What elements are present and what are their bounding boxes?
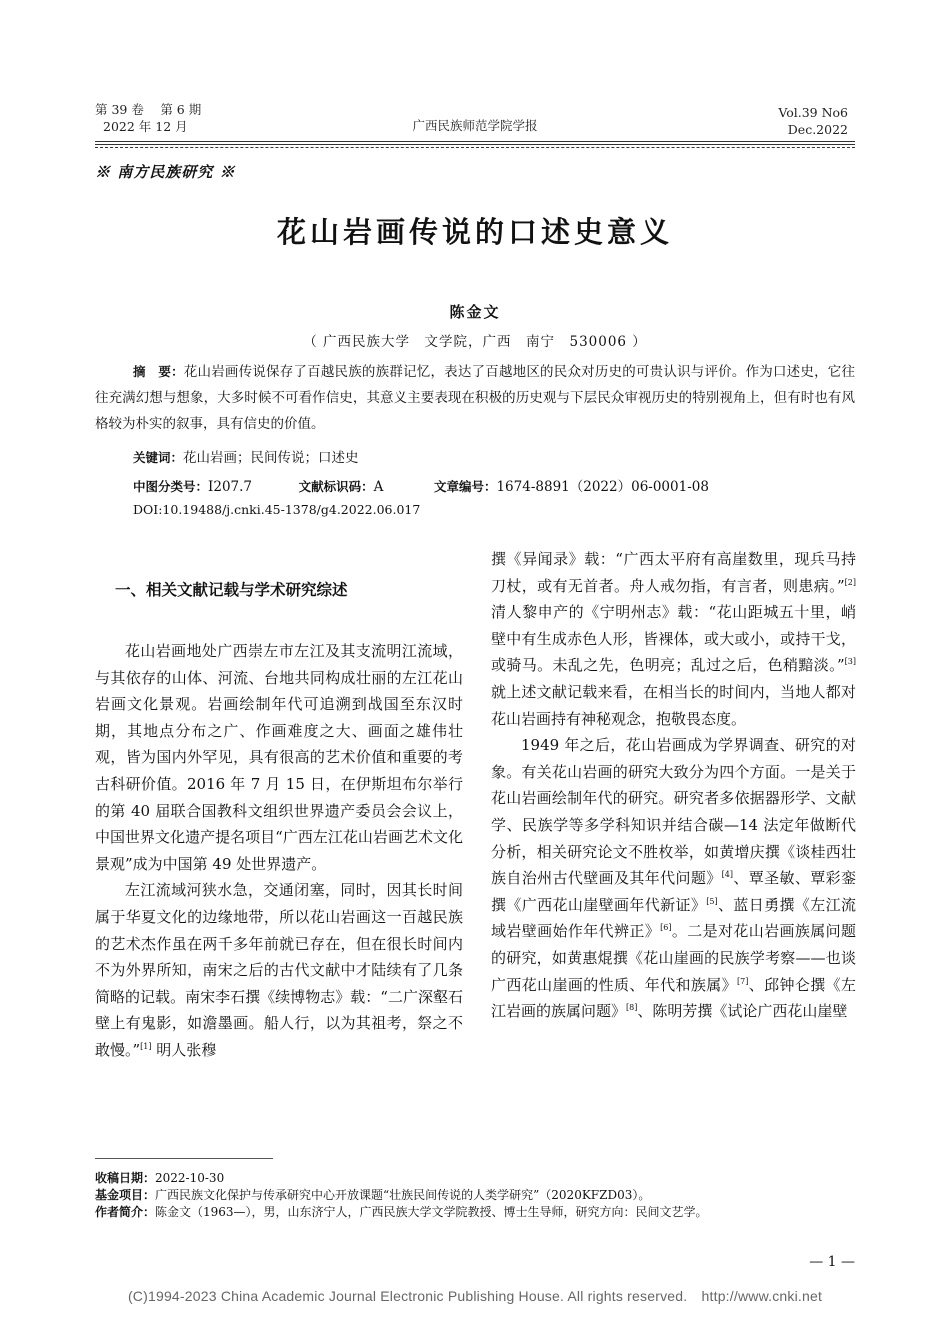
fund-label: 基金项目： <box>95 1188 156 1202</box>
copyright-footer: (C)1994-2023 China Academic Journal Electronic Publishing House. All rights reserved. http://www.cnki.net <box>127 1288 823 1304</box>
doc-code-value: A <box>373 479 384 495</box>
author-bio-value: 陈金文（1963—），男，山东济宁人，广西民族大学文学院教授、博士生导师，研究方向：民间文艺学。 <box>155 1205 708 1219</box>
paragraph-text: 左江流域河狭水急，交通闭塞，同时，因其长时间属于华夏文化的边缘地带，所以花山岩画这一百越民族的艺术杰作虽在两千多年前就已存在，但在很长时间内不为外界所知，南宋之后的古代文献中才陆续有了几条简略的记载。南宋李石撰《续博物志》载：“二广深壑石壁上有鬼影，如澹墨画。船人行，以为其祖考，祭之不敢慢。” <box>95 881 463 1059</box>
fund-info <box>95 1187 855 1204</box>
section-tag: ※ 南方民族研究 ※ <box>95 163 236 181</box>
citation-ref[interactable]: [2] <box>844 577 856 587</box>
citation-ref[interactable]: [5] <box>706 896 718 906</box>
citation-ref[interactable]: [8] <box>626 1003 638 1013</box>
paragraph-text: 、邱钟仑撰《左江岩画的族属问题》 <box>491 975 856 1021</box>
paragraph-text: 撰《异闻录》载：“广西太平府有高崖数里，现兵马持刀杖，或有无首者。舟人戒勿指，有言者，则患病。” <box>491 550 856 595</box>
doi[interactable]: DOI:10.19488/j.cnki.45-1378/g4.2022.06.017 <box>133 502 421 517</box>
header-volume-en <box>650 104 848 138</box>
author-name: 陈金文 <box>449 303 501 321</box>
received-date <box>95 1170 855 1187</box>
author-affiliation: （ 广西民族大学 文学院，广西 南宁 530006 ） <box>303 334 647 350</box>
abstract-text: 花山岩画传说保存了百越民族的族群记忆，表达了百越地区的民众对历史的可贵认识与评价。作为口述史，它往往充满幻想与想象，大多时候不可看作信史，其意义主要表现在积极的历史观与下层民众审视历史的特别视角上，但有时也有风格较为朴实的叙事，具有信史的价值。 <box>95 364 855 432</box>
citation-ref[interactable]: [7] <box>737 976 749 986</box>
header-rule-mid <box>95 144 855 145</box>
article-number-label: 文章编号： <box>433 479 497 494</box>
header-volume-issue: 第 39 卷 第 6 期 <box>95 102 202 117</box>
header-date-en: Dec.2022 <box>787 122 848 137</box>
author-bio-label: 作者简介： <box>95 1205 156 1219</box>
citation-ref[interactable]: [1] <box>140 1041 152 1051</box>
left-column <box>95 572 463 1064</box>
keywords-label: 关键词： <box>133 450 184 465</box>
abstract-label: 摘 要： <box>133 364 184 379</box>
clc-value: I207.7 <box>208 479 252 495</box>
header-rule-bottom <box>95 147 855 148</box>
paragraph-text: 、陈明芳撰《试论广西花山崖壁 <box>637 1002 848 1021</box>
header-journal-name: 广西民族师范学院学报 <box>412 118 538 133</box>
fund-value: 广西民族文化保护与传承研究中心开放课题“壮族民间传说的人类学研究”（2020KFZD03）。 <box>155 1188 651 1202</box>
paragraph-text: 。二是对花山岩画族属问题的研究，如黄惠焜撰《花山崖画的民族学考察——也谈广西花山崖画的性质、年代和族属》 <box>491 922 856 994</box>
paragraph <box>491 732 856 1025</box>
received-label: 收稿日期： <box>95 1171 156 1185</box>
author-bio <box>95 1204 855 1221</box>
paragraph-text: 清人黎申产的《宁明州志》载：“花山距城五十里，峭壁中有生成赤色人形，皆裸体，或大或小，或持干戈，或骑马。未乱之先，色明亮；乱过之后，色稍黯淡。” <box>491 603 856 675</box>
received-value: 2022-10-30 <box>155 1171 225 1185</box>
paragraph <box>491 546 856 732</box>
header-volume-en-line: Vol.39 No6 <box>778 105 848 120</box>
footnote-rule <box>95 1158 273 1159</box>
keywords <box>133 445 833 471</box>
doc-code-label: 文献标识码： <box>298 479 374 494</box>
keywords-text: 花山岩画；民间传说；口述史 <box>183 450 359 466</box>
paragraph <box>95 877 463 1063</box>
article-number-value: 1674-8891（2022）06-0001-08 <box>496 479 709 495</box>
paragraph-text: 明人张穆 <box>151 1040 217 1059</box>
footnotes <box>95 1170 855 1221</box>
page-number: — 1 — <box>809 1254 855 1270</box>
paragraph-text: 就上述文献记载来看，在相当长的时间内，当地人都对花山岩画持有神秘观念，抱敬畏态度。 <box>491 682 856 728</box>
abstract <box>95 359 855 437</box>
right-column <box>491 546 856 1025</box>
citation-ref[interactable]: [4] <box>721 870 733 880</box>
clc-label: 中图分类号： <box>133 479 209 494</box>
section-heading: 一、相关文献记载与学术研究综述 <box>115 581 348 599</box>
paragraph-text: 、蓝日勇撰《左江流域岩壁画始作年代辨正》 <box>491 895 856 941</box>
paragraph-text: 、覃圣敏、覃彩銮撰《广西花山崖壁画年代新证》 <box>491 869 856 914</box>
article-title: 花山岩画传说的口述史意义 <box>276 215 673 249</box>
paragraph: 花山岩画地处广西崇左市左江及其支流明江流域，与其依存的山体、河流、台地共同构成壮丽的左江花山岩画文化景观。岩画绘制年代可追溯到战国至东汉时期，其地点分布之广、作画难度之大、画面之雄伟壮观，皆为国内外罕见，具有很高的艺术价值和重要的考古科研价值。2016 年 7 月 15 日，在伊斯坦布尔举行的第 40 届联合国教科文组织世界遗产委员会会议上，中国世界文化遗产提名项目“广西左江花山岩画艺术文化景观”成为中国第 49 处世界遗产。 <box>95 642 463 873</box>
header-rule-top <box>95 141 855 142</box>
citation-ref[interactable]: [3] <box>844 657 856 667</box>
citation-ref[interactable]: [6] <box>660 923 672 933</box>
paragraph-text: 1949 年之后，花山岩画成为学界调查、研究的对象。有关花山岩画的研究大致分为四个方面。一是关于花山岩画绘制年代的研究。研究者多依据器形学、文献学、民族学等多学科知识并结合碳—14 法定年做断代分析，相关研究论文不胜枚举，如黄增庆撰《谈桂西壮族自治州古代壁画及其年代问题》 <box>491 736 856 888</box>
header-date: 2022 年 12 月 <box>103 119 188 134</box>
